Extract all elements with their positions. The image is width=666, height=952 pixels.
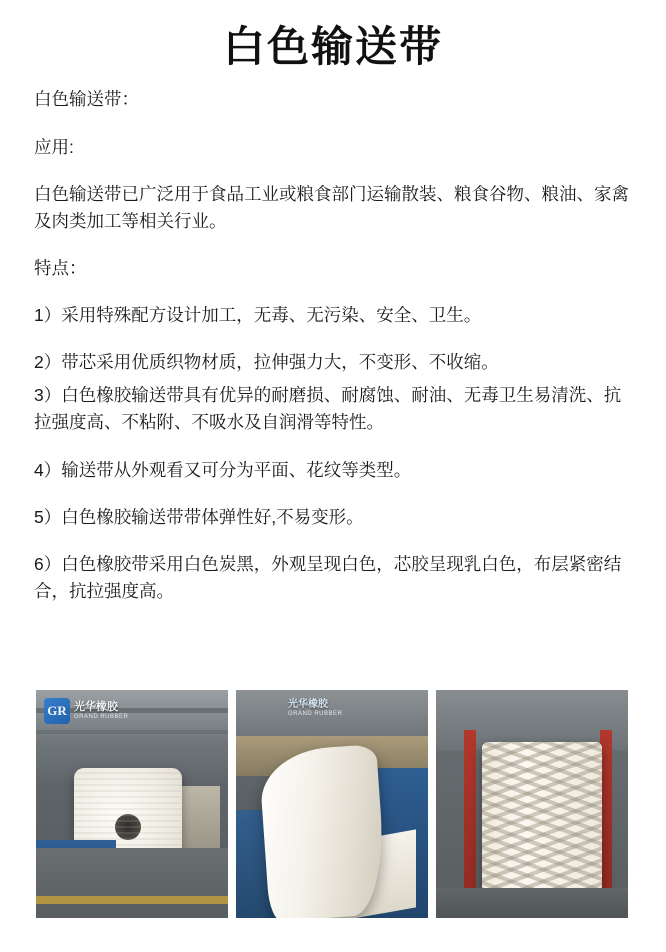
photo1-floor [36, 848, 228, 918]
feature-item-2: 2）带芯采用优质织物材质，拉伸强力大，不变形、不收缩。 [34, 352, 499, 373]
product-photo-gallery [36, 690, 630, 918]
photo3-floor [436, 888, 628, 918]
product-photo-1 [36, 690, 228, 918]
paragraph-intro: 白色输送带： [34, 89, 139, 110]
brand-name-en-2: GRAND RUBBER [288, 710, 343, 717]
photo1-beam-secondary [36, 730, 228, 734]
brand-text [74, 702, 128, 720]
brand-name-cn-2: 光华橡胶 [288, 699, 328, 710]
photo1-yellow-rail [36, 896, 228, 904]
feature-item-4: 4）输送带从外观看又可分为平面、花纹等类型。 [34, 459, 412, 480]
watermark-logo-1 [44, 698, 128, 724]
photo3-chevron-belt-roll [482, 742, 602, 892]
page-title: 白色输送带 [222, 23, 443, 70]
brand-text-2 [288, 700, 342, 717]
brand-name-en: GRAND RUBBER [74, 713, 129, 720]
watermark-logo-2 [288, 700, 342, 717]
feature-item-5: 5）白色橡胶输送带带体弹性好,不易变形。 [34, 506, 364, 527]
paragraph-features-heading: 特点： [34, 257, 87, 278]
paragraph-application-heading: 应用: [34, 136, 74, 157]
product-photo-3 [436, 690, 628, 918]
product-description-page [0, 22, 666, 952]
feature-item-1: 1）采用特殊配方设计加工，无毒、无污染、安全、卫生。 [34, 305, 482, 326]
description-body [0, 86, 666, 605]
brand-mark-icon: GR [44, 698, 70, 724]
paragraph-application-body: 白色输送带已广泛用于食品工业或粮食部门运输散装、粮食谷物、粮油、家禽及肉类加工等相关行业。 [34, 183, 629, 231]
product-photo-2 [236, 690, 428, 918]
brand-name-cn: 光华橡胶 [74, 701, 118, 714]
photo2-white-belt-sheet [258, 744, 388, 918]
feature-item-3: 3）白色橡胶输送带具有优异的耐磨损、耐腐蚀、耐油、无毒卫生易清洗、抗拉强度高、不粘附、不吸水及自润滑等特性。 [34, 385, 622, 433]
feature-item-6: 6）白色橡胶带采用白色炭黑，外观呈现白色，芯胶呈现乳白色，布层紧密结合，抗拉强度高。 [34, 553, 622, 601]
